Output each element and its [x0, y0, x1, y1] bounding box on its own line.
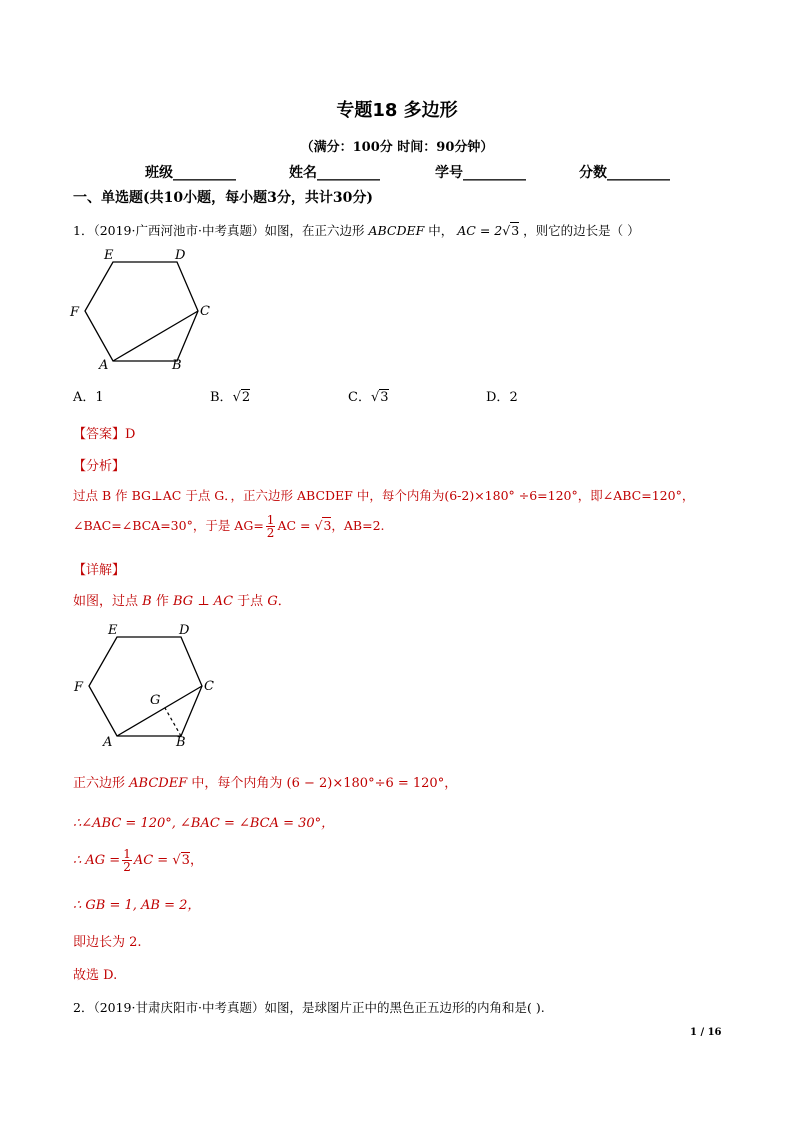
analysis-fraction	[266, 514, 276, 539]
option-b-value: 2	[241, 390, 251, 405]
step-3-num: 1	[123, 847, 131, 861]
q1-stem-suffix: ，则它的边长是（ ）	[523, 223, 640, 238]
option-d[interactable]	[486, 386, 518, 405]
step-1-e: ，	[444, 776, 458, 791]
label-c-2: C	[204, 679, 214, 694]
step-1-c: 中，每个内角为	[191, 776, 283, 791]
q1-eq-rad: 3	[511, 223, 520, 238]
page-number: 1 / 16	[690, 1027, 722, 1038]
detail-line-1-a: 如图，过点	[73, 594, 139, 609]
label-g: G	[150, 693, 161, 708]
step-3-fraction	[122, 848, 132, 873]
analysis-sqrt: √3	[314, 518, 332, 533]
hexagon-outline	[85, 262, 198, 361]
step-5: 即边长为 2.	[73, 935, 142, 950]
label-b: B	[172, 358, 182, 373]
q1-stem-mid: 中，	[428, 223, 454, 238]
detail-line-1-e: 于点	[237, 594, 264, 609]
option-b-sqrt: √2	[232, 390, 251, 405]
analysis-frac-num: 1	[266, 513, 275, 527]
label-a-2: A	[103, 735, 113, 750]
info-name: 姓名_________	[289, 165, 380, 181]
step-3-b: AC =	[133, 853, 169, 868]
hexagon-figure-1	[68, 245, 228, 375]
step-1	[73, 772, 457, 791]
section-heading: 一、单选题(共10小题，每小题3分，共计30分)	[73, 190, 373, 206]
info-class: 班级_________	[145, 165, 236, 181]
q1-shape: ABCDEF	[368, 223, 425, 238]
option-a-value: 1	[95, 390, 104, 405]
detail-line-1-g: ．	[277, 594, 291, 609]
analysis-line-2-a: ∠BAC=∠BCA=30°，于是 AG=	[73, 518, 264, 533]
step-1-a: 正六边形	[73, 776, 126, 791]
page-subtitle: （满分：100分 时间：90分钟）	[300, 140, 494, 155]
hexagon-figure-2	[72, 620, 232, 750]
label-e: E	[104, 248, 114, 263]
step-2: ∴∠ABC = 120°, ∠BAC = ∠BCA = 30°，	[73, 816, 335, 831]
label-f-2: F	[74, 680, 84, 695]
label-c: C	[200, 304, 210, 319]
option-c-letter: C．	[348, 390, 371, 405]
label-d: D	[175, 248, 186, 263]
detail-line-1-f: G	[267, 594, 278, 609]
hexagon-outline-2	[89, 637, 202, 736]
q1-eq-left: AC = 2	[457, 223, 503, 238]
analysis-line-2-b: AC =	[277, 518, 311, 533]
option-c[interactable]	[348, 386, 389, 405]
answer: 【答案】D	[73, 427, 136, 442]
label-a: A	[99, 358, 109, 373]
analysis-line-1: 过点 B 作 BG⊥AC 于点 G．，正六边形 ABCDEF 中，每个内角为(6-2)×180° ÷6=120°，即∠ABC=120°，	[73, 488, 695, 503]
q1-stem	[73, 221, 640, 239]
step-4: ∴ GB = 1, AB = 2，	[73, 898, 201, 913]
perpendicular-bg	[165, 708, 181, 736]
label-e-2: E	[108, 623, 118, 638]
step-3-den: 2	[123, 860, 131, 874]
option-d-value: 2	[509, 390, 518, 405]
option-c-sqrt: √3	[370, 390, 389, 405]
option-b[interactable]	[210, 386, 250, 405]
option-b-letter: B．	[210, 390, 233, 405]
step-3-c: ，	[189, 853, 203, 868]
step-1-d: (6 − 2)×180°÷6 = 120°	[286, 776, 445, 791]
label-d-2: D	[179, 623, 190, 638]
detail-line-1	[73, 590, 291, 609]
page-title: 专题18 多边形	[336, 100, 458, 121]
detail-line-1-d: BG ⊥ AC	[173, 594, 234, 609]
step-3	[73, 848, 203, 873]
option-d-letter: D．	[486, 390, 510, 405]
q1-stem-prefix: 1．（2019·广西河池市·中考真题）如图，在正六边形	[73, 223, 365, 238]
analysis-frac-den: 2	[266, 526, 275, 540]
option-a[interactable]	[73, 386, 104, 405]
q2-stem: 2．（2019·甘肃庆阳市·中考真题）如图，是球图片正中的黑色正五边形的内角和是( ).	[73, 1000, 545, 1015]
label-b-2: B	[176, 735, 186, 750]
step-3-sqrt: √3	[172, 853, 190, 868]
step-3-rad: 3	[181, 853, 190, 868]
label-f: F	[70, 305, 80, 320]
detail-label: 【详解】	[73, 563, 126, 578]
step-1-b: ABCDEF	[129, 776, 188, 791]
option-c-value: 3	[380, 390, 389, 405]
option-a-letter: A．	[73, 390, 96, 405]
analysis-label: 【分析】	[73, 459, 126, 474]
diagonal-ac	[113, 311, 198, 361]
analysis-line-2	[73, 514, 385, 539]
q1-eq-sqrt: √3	[502, 223, 520, 238]
info-score: 分数_________	[579, 165, 670, 181]
info-number: 学号_________	[435, 165, 526, 181]
analysis-rad: 3	[323, 518, 332, 533]
step-6: 故选 D.	[73, 968, 118, 983]
analysis-line-2-c: ，AB=2.	[331, 518, 385, 533]
detail-line-1-b: B	[142, 594, 152, 609]
detail-line-1-c: 作	[155, 594, 169, 609]
step-3-a: ∴ AG =	[73, 853, 121, 868]
